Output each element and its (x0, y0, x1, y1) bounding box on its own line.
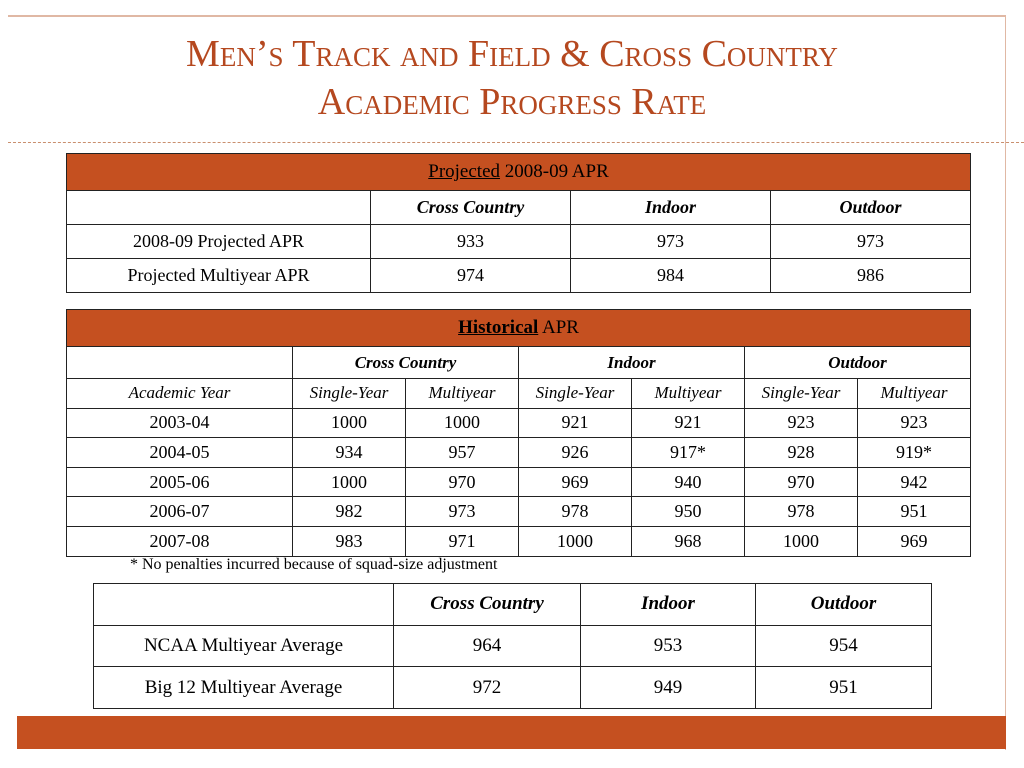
subcolumn-header: Multiyear (632, 379, 745, 409)
cell: 1000 (293, 408, 406, 438)
title-line-2: Academic Progress Rate (317, 81, 707, 123)
cell: 978 (519, 497, 632, 527)
column-header: Outdoor (771, 191, 971, 225)
empty-cell (94, 584, 394, 626)
cell: 934 (293, 438, 406, 468)
cell: 969 (519, 467, 632, 497)
cell: 957 (406, 438, 519, 468)
column-header: Indoor (581, 584, 756, 626)
row-label: 2008-09 Projected APR (67, 225, 371, 259)
cell: 964 (394, 625, 581, 667)
table-row (67, 497, 971, 527)
cell: 953 (581, 625, 756, 667)
cell: 949 (581, 667, 756, 709)
cell: 984 (571, 259, 771, 293)
group-header: Cross Country (293, 347, 519, 379)
group-header: Indoor (519, 347, 745, 379)
cell: 973 (771, 225, 971, 259)
column-header: Cross Country (371, 191, 571, 225)
subcolumn-header: Single-Year (293, 379, 406, 409)
subcolumn-header: Multiyear (858, 379, 971, 409)
cell: 950 (632, 497, 745, 527)
cell: 970 (745, 467, 858, 497)
cell: 1000 (519, 526, 632, 556)
historical-header: Historical APR (67, 310, 971, 347)
table-row (67, 225, 971, 259)
year-header: Academic Year (67, 379, 293, 409)
cell: 954 (756, 625, 932, 667)
cell: 970 (406, 467, 519, 497)
year-cell: 2003-04 (67, 408, 293, 438)
title-line-1: Men’s Track and Field & Cross Country (186, 33, 838, 75)
cell: 969 (858, 526, 971, 556)
row-label: Big 12 Multiyear Average (94, 667, 394, 709)
cell: 983 (293, 526, 406, 556)
column-header: Outdoor (756, 584, 932, 626)
cell: 1000 (745, 526, 858, 556)
cell: 972 (394, 667, 581, 709)
cell: 926 (519, 438, 632, 468)
table-row (94, 667, 932, 709)
group-header: Outdoor (745, 347, 971, 379)
averages-table (93, 583, 932, 709)
year-cell: 2006-07 (67, 497, 293, 527)
empty-cell (67, 191, 371, 225)
footer-bar (17, 716, 1006, 749)
footnote: * No penalties incurred because of squad-size adjustment (130, 556, 498, 573)
cell: 919* (858, 438, 971, 468)
cell: 940 (632, 467, 745, 497)
empty-cell (67, 347, 293, 379)
slide-title (0, 30, 1024, 126)
cell: 917* (632, 438, 745, 468)
cell: 951 (756, 667, 932, 709)
cell: 1000 (293, 467, 406, 497)
table-row (67, 438, 971, 468)
cell: 923 (745, 408, 858, 438)
cell: 921 (632, 408, 745, 438)
cell: 974 (371, 259, 571, 293)
table-row (94, 625, 932, 667)
projected-apr-table (66, 153, 971, 293)
slide-frame-top (8, 15, 1006, 17)
cell: 973 (406, 497, 519, 527)
cell: 923 (858, 408, 971, 438)
cell: 942 (858, 467, 971, 497)
row-label: NCAA Multiyear Average (94, 625, 394, 667)
cell: 978 (745, 497, 858, 527)
year-cell: 2005-06 (67, 467, 293, 497)
cell: 1000 (406, 408, 519, 438)
cell: 973 (571, 225, 771, 259)
title-divider (8, 142, 1024, 143)
table-row (67, 259, 971, 293)
cell: 921 (519, 408, 632, 438)
projected-header: Projected 2008-09 APR (67, 154, 971, 191)
year-cell: 2007-08 (67, 526, 293, 556)
subcolumn-header: Single-Year (745, 379, 858, 409)
cell: 968 (632, 526, 745, 556)
cell: 933 (371, 225, 571, 259)
cell: 986 (771, 259, 971, 293)
historical-apr-table (66, 309, 971, 557)
cell: 982 (293, 497, 406, 527)
cell: 928 (745, 438, 858, 468)
subcolumn-header: Multiyear (406, 379, 519, 409)
column-header: Cross Country (394, 584, 581, 626)
table-row (67, 467, 971, 497)
column-header: Indoor (571, 191, 771, 225)
table-row (67, 526, 971, 556)
cell: 951 (858, 497, 971, 527)
table-row (67, 408, 971, 438)
subcolumn-header: Single-Year (519, 379, 632, 409)
row-label: Projected Multiyear APR (67, 259, 371, 293)
cell: 971 (406, 526, 519, 556)
year-cell: 2004-05 (67, 438, 293, 468)
